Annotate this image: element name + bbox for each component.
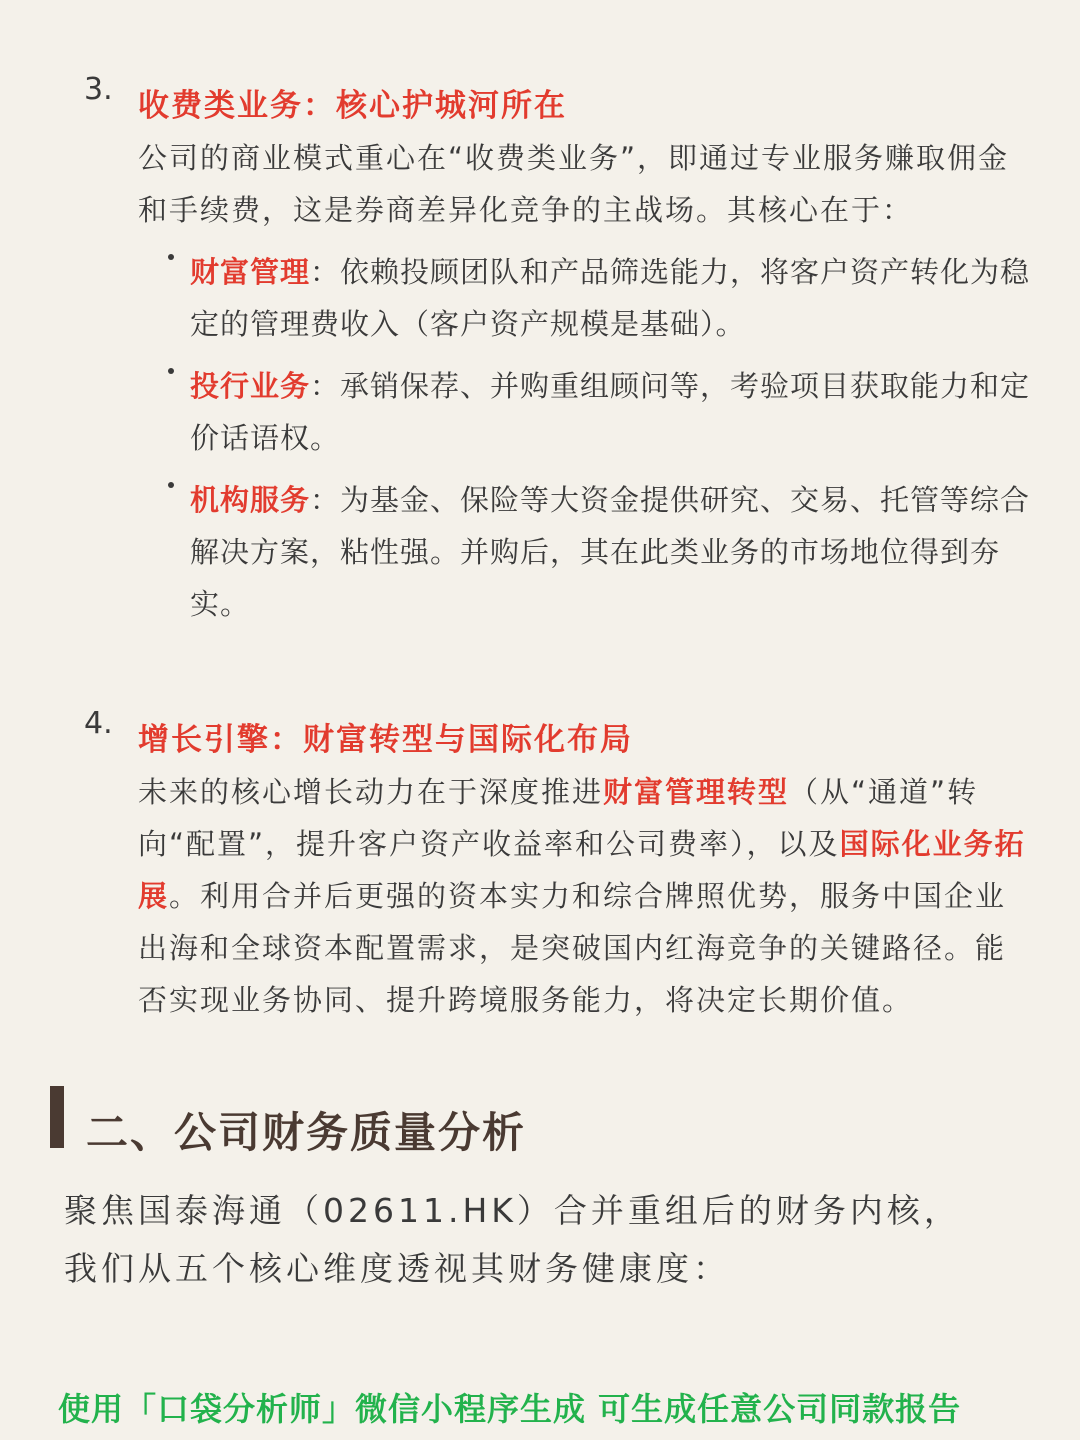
section-2-intro: 聚焦国泰海通（02611.HK）合并重组后的财务内核，我们从五个核心维度透视其财务健康度： — [64, 1191, 961, 1288]
bullet-dot — [168, 254, 174, 260]
item-3-paragraph: 公司的商业模式重心在“收费类业务”，即通过专业服务赚取佣金和手续费，这是券商差异化竞争的主战场。其核心在于： — [138, 141, 1010, 227]
item-4-paragraph — [138, 766, 1034, 1026]
item-4-text-3: 。利用合并后更强的资本实力和综合牌照优势，服务中国企业出海和全球资本配置需求，是突破国内红海竞争的关键路径。能否实现业务协同、提升跨境服务能力，将决定长期价值。 — [138, 879, 1007, 1017]
item-4-text-1: 未来的核心增长动力在于深度推进 — [138, 775, 604, 809]
item-3-body — [138, 80, 1034, 630]
bullet-institutional-services — [138, 474, 1034, 630]
section-2-title: 二、公司财务质量分析 — [86, 1108, 527, 1157]
item-4-body — [138, 714, 1034, 1026]
item-4-text-2: （从“通道”转向“配置”，提升客户资产收益率和公司费率），以及 — [138, 775, 979, 861]
heading-accent-bar — [50, 1086, 64, 1148]
item-4 — [84, 706, 1034, 1026]
bullet-text: ：依赖投顾团队和产品筛选能力，将客户资产转化为稳定的管理费收入（客户资产规模是基础）。 — [190, 255, 1031, 341]
item-3-number: 3. — [84, 72, 113, 107]
bullet-lead: 机构服务 — [190, 483, 311, 517]
item-3-title: 收费类业务：核心护城河所在 — [138, 88, 567, 124]
bullet-lead: 财富管理 — [190, 255, 311, 289]
bullet-dot — [168, 368, 174, 374]
item-4-highlight-wealth: 财富管理转型 — [603, 775, 790, 809]
item-4-title: 增长引擎：财富转型与国际化布局 — [138, 722, 633, 758]
bullet-wealth-management — [138, 246, 1034, 350]
bullet-lead: 投行业务 — [190, 369, 311, 403]
bullet-text: ：承销保荐、并购重组顾问等，考验项目获取能力和定价话语权。 — [190, 369, 1031, 455]
item-4-number: 4. — [84, 706, 113, 741]
item-4-highlight-international: 国际化业务拓展 — [138, 827, 1026, 913]
bullet-text: ：为基金、保险等大资金提供研究、交易、托管等综合解决方案，粘性强。并购后，其在此类业务的市场地位得到夯实。 — [190, 483, 1031, 621]
bullet-dot — [168, 482, 174, 488]
bullet-investment-banking — [138, 360, 1034, 464]
footer-banner: 使用「口袋分析师」微信小程序生成 可生成任意公司同款报告 — [58, 1390, 962, 1428]
item-3 — [84, 72, 1034, 640]
item-3-bullet-list — [138, 246, 1034, 630]
